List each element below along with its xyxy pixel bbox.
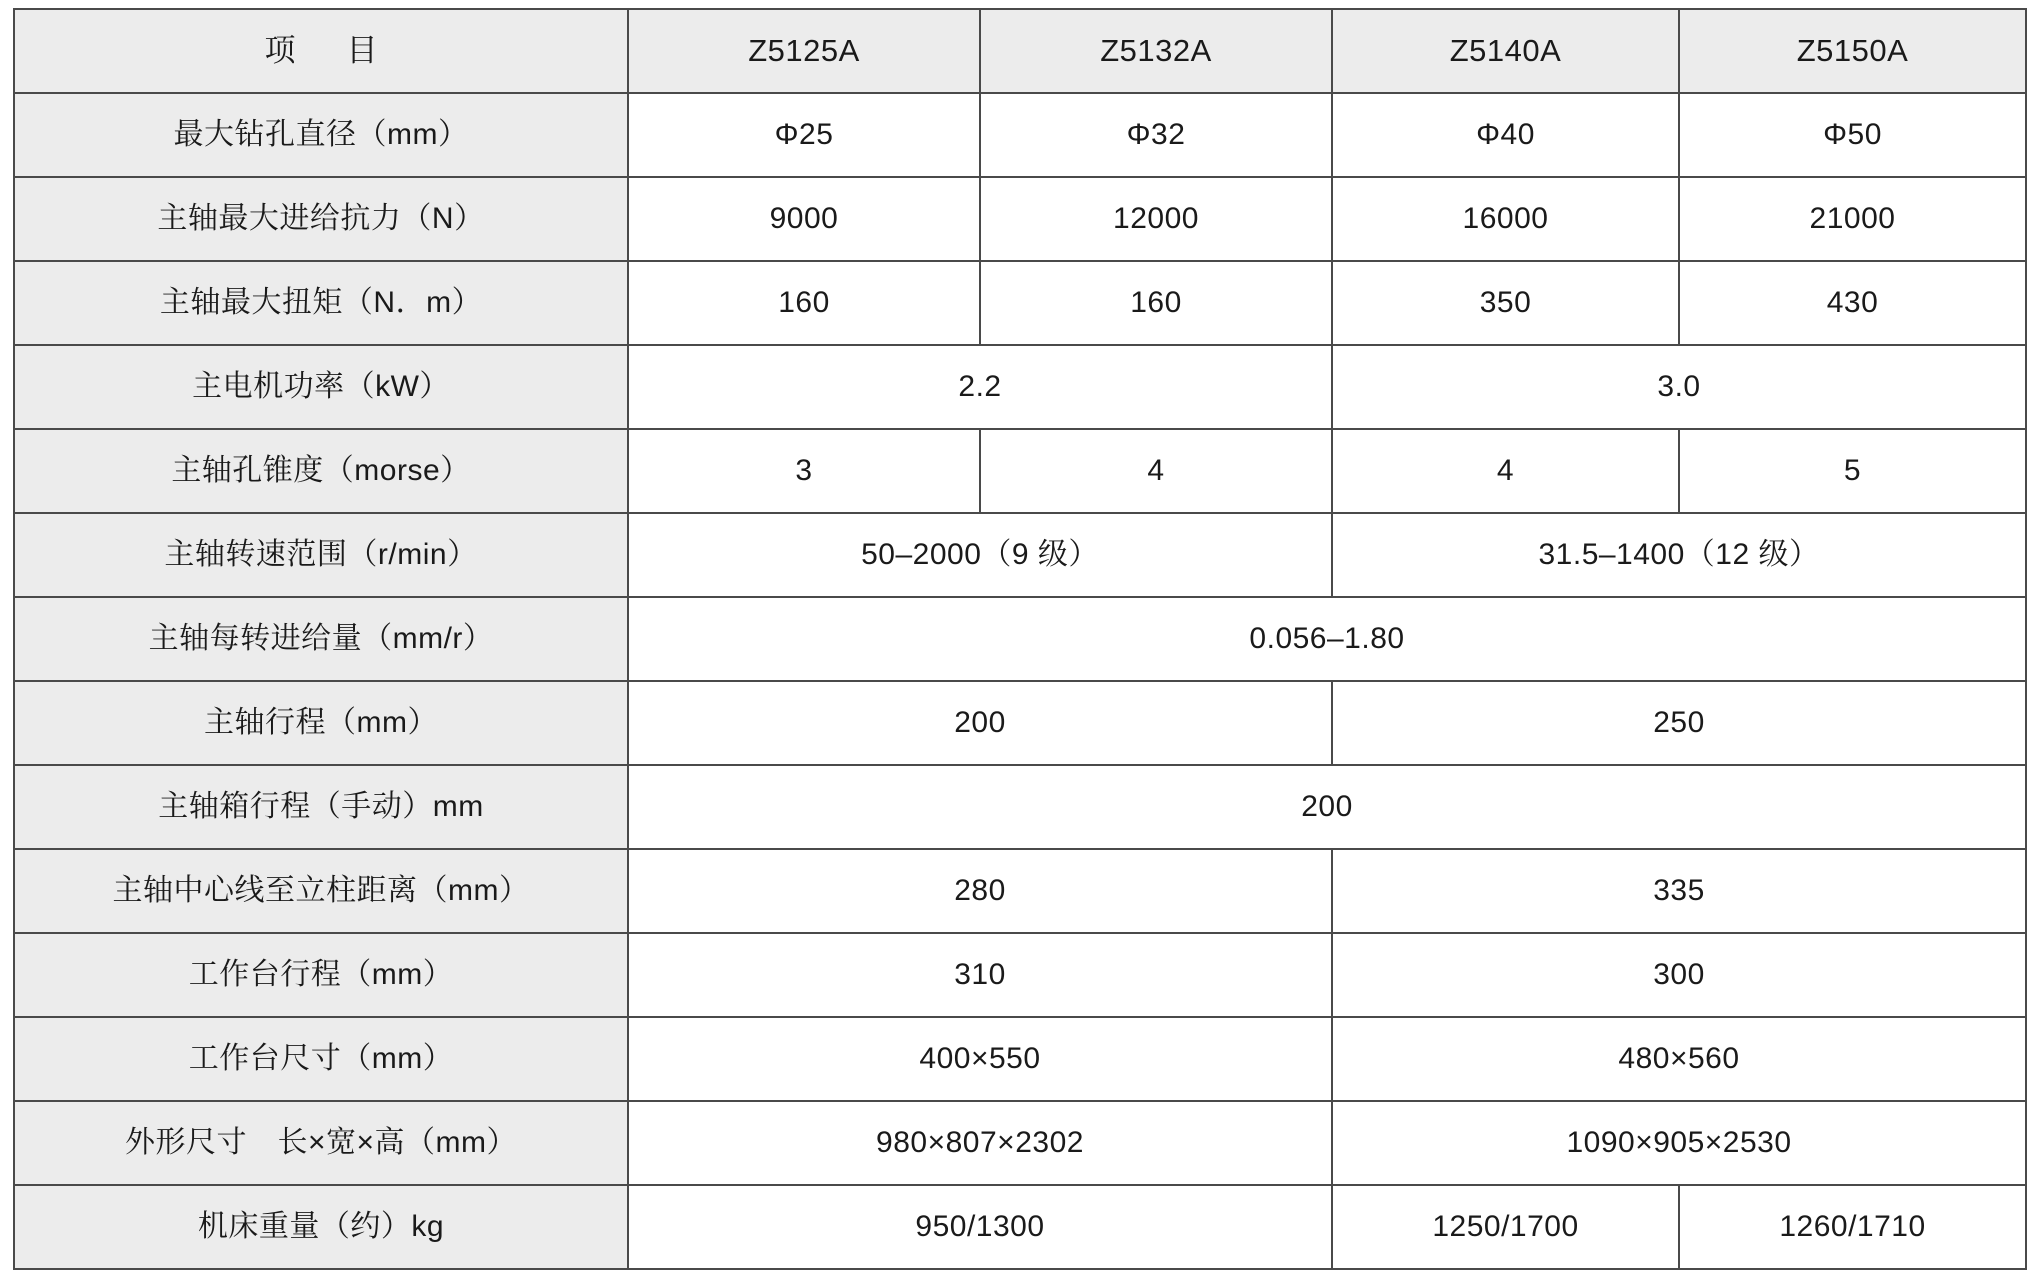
column-header-model-3: Z5140A [1332, 9, 1679, 93]
value-cell: 21000 [1679, 177, 2026, 261]
row-label: 主轴转速范围（r/min） [14, 513, 628, 597]
value-cell: 300 [1332, 933, 2026, 1017]
table-header-row [14, 9, 2026, 93]
value-cell: 3 [628, 429, 980, 513]
column-header-item [14, 9, 628, 93]
row-label: 机床重量（约）kg [14, 1185, 628, 1269]
table-row [14, 597, 2026, 681]
value-cell: 50–2000（9 级） [628, 513, 1332, 597]
row-label: 主电机功率（kW） [14, 345, 628, 429]
value-cell: 250 [1332, 681, 2026, 765]
table-body [14, 93, 2026, 1269]
table-row [14, 261, 2026, 345]
value-cell: 200 [628, 765, 2026, 849]
value-cell: Φ50 [1679, 93, 2026, 177]
value-cell: 0.056–1.80 [628, 597, 2026, 681]
table-row [14, 1101, 2026, 1185]
row-label: 主轴最大进给抗力（N） [14, 177, 628, 261]
value-cell: Φ32 [980, 93, 1332, 177]
value-cell: 31.5–1400（12 级） [1332, 513, 2026, 597]
value-cell: 1090×905×2530 [1332, 1101, 2026, 1185]
specification-table [13, 8, 2027, 1270]
value-cell: 16000 [1332, 177, 1679, 261]
table-header [14, 9, 2026, 93]
value-cell: 430 [1679, 261, 2026, 345]
table-row [14, 345, 2026, 429]
row-label: 主轴行程（mm） [14, 681, 628, 765]
column-header-model-2: Z5132A [980, 9, 1332, 93]
value-cell: 400×550 [628, 1017, 1332, 1101]
row-label: 主轴最大扭矩（N．m） [14, 261, 628, 345]
column-header-item-label: 项 目 [264, 32, 388, 68]
value-cell: 12000 [980, 177, 1332, 261]
value-cell: 335 [1332, 849, 2026, 933]
value-cell: 350 [1332, 261, 1679, 345]
table-row [14, 513, 2026, 597]
column-header-model-4: Z5150A [1679, 9, 2026, 93]
value-cell: Φ40 [1332, 93, 1679, 177]
value-cell: 480×560 [1332, 1017, 2026, 1101]
row-label: 主轴箱行程（手动）mm [14, 765, 628, 849]
table-row [14, 681, 2026, 765]
column-header-model-1: Z5125A [628, 9, 980, 93]
table-row [14, 1185, 2026, 1269]
value-cell: 280 [628, 849, 1332, 933]
row-label: 工作台行程（mm） [14, 933, 628, 1017]
table-row [14, 849, 2026, 933]
value-cell: 4 [980, 429, 1332, 513]
row-label: 外形尺寸 长×宽×高（mm） [14, 1101, 628, 1185]
value-cell: 160 [628, 261, 980, 345]
table-row [14, 933, 2026, 1017]
row-label: 主轴中心线至立柱距离（mm） [14, 849, 628, 933]
value-cell: 1260/1710 [1679, 1185, 2026, 1269]
table-row [14, 765, 2026, 849]
row-label: 主轴孔锥度（morse） [14, 429, 628, 513]
table-row [14, 1017, 2026, 1101]
row-label: 最大钻孔直径（mm） [14, 93, 628, 177]
table-row [14, 93, 2026, 177]
value-cell: 1250/1700 [1332, 1185, 1679, 1269]
value-cell: 5 [1679, 429, 2026, 513]
row-label: 主轴每转进给量（mm/r） [14, 597, 628, 681]
value-cell: Φ25 [628, 93, 980, 177]
value-cell: 4 [1332, 429, 1679, 513]
value-cell: 9000 [628, 177, 980, 261]
value-cell: 950/1300 [628, 1185, 1332, 1269]
value-cell: 3.0 [1332, 345, 2026, 429]
row-label: 工作台尺寸（mm） [14, 1017, 628, 1101]
value-cell: 160 [980, 261, 1332, 345]
value-cell: 310 [628, 933, 1332, 1017]
value-cell: 200 [628, 681, 1332, 765]
value-cell: 2.2 [628, 345, 1332, 429]
value-cell: 980×807×2302 [628, 1101, 1332, 1185]
table-row [14, 429, 2026, 513]
table-row [14, 177, 2026, 261]
